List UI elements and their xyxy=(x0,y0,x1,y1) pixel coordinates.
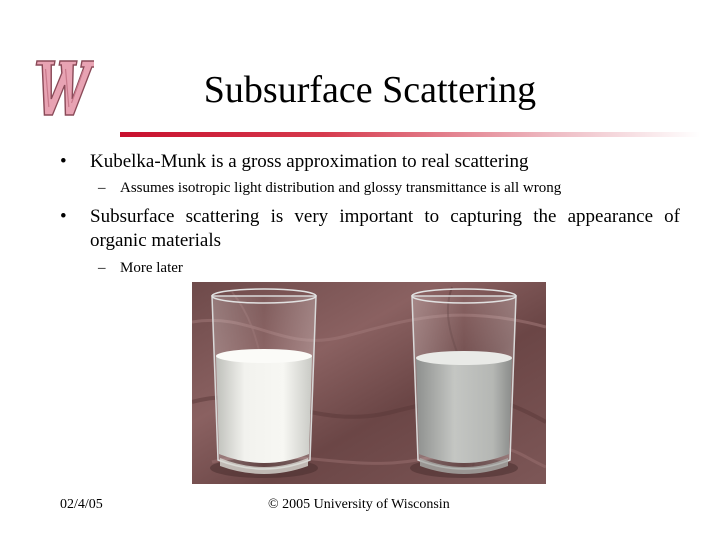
bullet-text: Kubelka-Munk is a gross approximation to real scattering xyxy=(90,151,529,172)
sub-bullet-dash: – xyxy=(98,260,106,276)
footer-copyright: © 2005 University of Wisconsin xyxy=(268,497,450,512)
sub-bullet-text: More later xyxy=(120,260,183,276)
title-rule xyxy=(120,132,700,137)
bullet-text: Subsurface scattering is very important to capturing the appearance of organic materials xyxy=(90,206,680,251)
slide-title: Subsurface Scattering xyxy=(203,69,537,111)
sub-bullet-text: Assumes isotropic light distribution and glossy transmittance is all wrong xyxy=(120,180,562,196)
milk-glasses-photo xyxy=(192,282,546,484)
bullet-dot: • xyxy=(60,151,67,172)
wisconsin-w-logo-icon xyxy=(22,55,94,121)
sub-bullet-dash: – xyxy=(98,180,106,196)
footer-date: 02/4/05 xyxy=(60,497,103,512)
bullet-dot: • xyxy=(60,206,67,227)
